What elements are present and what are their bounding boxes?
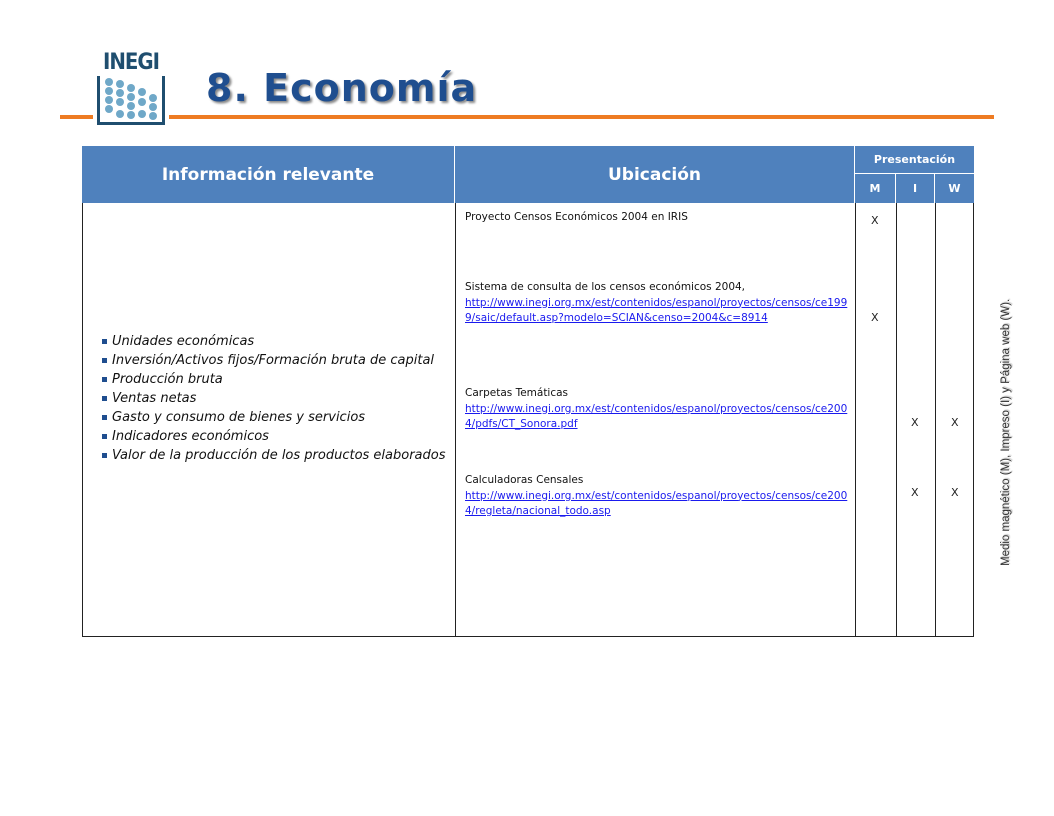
header-ubicacion: Ubicación (455, 146, 855, 203)
ubicacion-entry (465, 473, 851, 520)
column-divider (973, 203, 974, 637)
list-item: Indicadores económicos (102, 427, 446, 446)
ubicacion-link[interactable]: http://www.inegi.org.mx/est/contenidos/espanol/proyectos/censos/ce2004/regleta/nacional_todo.asp (465, 489, 848, 517)
list-item: Producción bruta (102, 370, 446, 389)
ubicacion-entry (465, 386, 851, 433)
list-item: Inversión/Activos fijos/Formación bruta de capital (102, 351, 446, 370)
mark-w: X (951, 416, 959, 429)
list-item: Ventas netas (102, 389, 446, 408)
mark-m: X (871, 311, 879, 324)
ubicacion-text: Proyecto Censos Económicos 2004 en IRIS (465, 211, 688, 223)
info-table (82, 146, 974, 637)
ubicacion-link[interactable]: http://www.inegi.org.mx/est/contenidos/espanol/proyectos/censos/ce2004/pdfs/CT_Sonora.pdf (465, 402, 848, 430)
ubicacion-entry (465, 210, 851, 226)
info-list (102, 332, 446, 465)
logo-text: INEGI (102, 50, 160, 75)
page-title: 8. Economía (206, 66, 478, 110)
header-presentacion: Presentación (855, 146, 974, 174)
header-i: I (896, 174, 935, 203)
mark-i: X (911, 486, 919, 499)
ubicacion-link[interactable]: http://www.inegi.org.mx/est/contenidos/espanol/proyectos/censos/ce1999/saic/default.asp?modelo=SCIAN&censo=2004&c=8914 (465, 296, 848, 324)
column-divider (855, 203, 856, 637)
list-item: Unidades económicas (102, 332, 446, 351)
mark-i: X (911, 416, 919, 429)
ubicacion-text: Calculadoras Censales (465, 474, 584, 486)
column-divider (455, 203, 456, 637)
mark-m: X (871, 214, 879, 227)
header-w: W (935, 174, 974, 203)
presentation-legend-note: Medio magnético (M), Impreso (I) y Página web (W). (1000, 298, 1012, 566)
list-item: Gasto y consumo de bienes y servicios (102, 408, 446, 427)
ubicacion-text: Sistema de consulta de los censos económicos 2004, (465, 281, 746, 293)
header-accent-line (60, 115, 994, 119)
inegi-logo (93, 50, 169, 128)
list-item: Valor de la producción de los productos elaborados (102, 446, 446, 465)
ubicacion-entry (465, 280, 851, 327)
column-divider (896, 203, 897, 637)
header-m: M (855, 174, 896, 203)
column-divider (935, 203, 936, 637)
header-informacion: Información relevante (82, 146, 455, 203)
abacus-logo-icon (93, 76, 169, 128)
ubicacion-text: Carpetas Temáticas (465, 387, 569, 399)
mark-w: X (951, 486, 959, 499)
